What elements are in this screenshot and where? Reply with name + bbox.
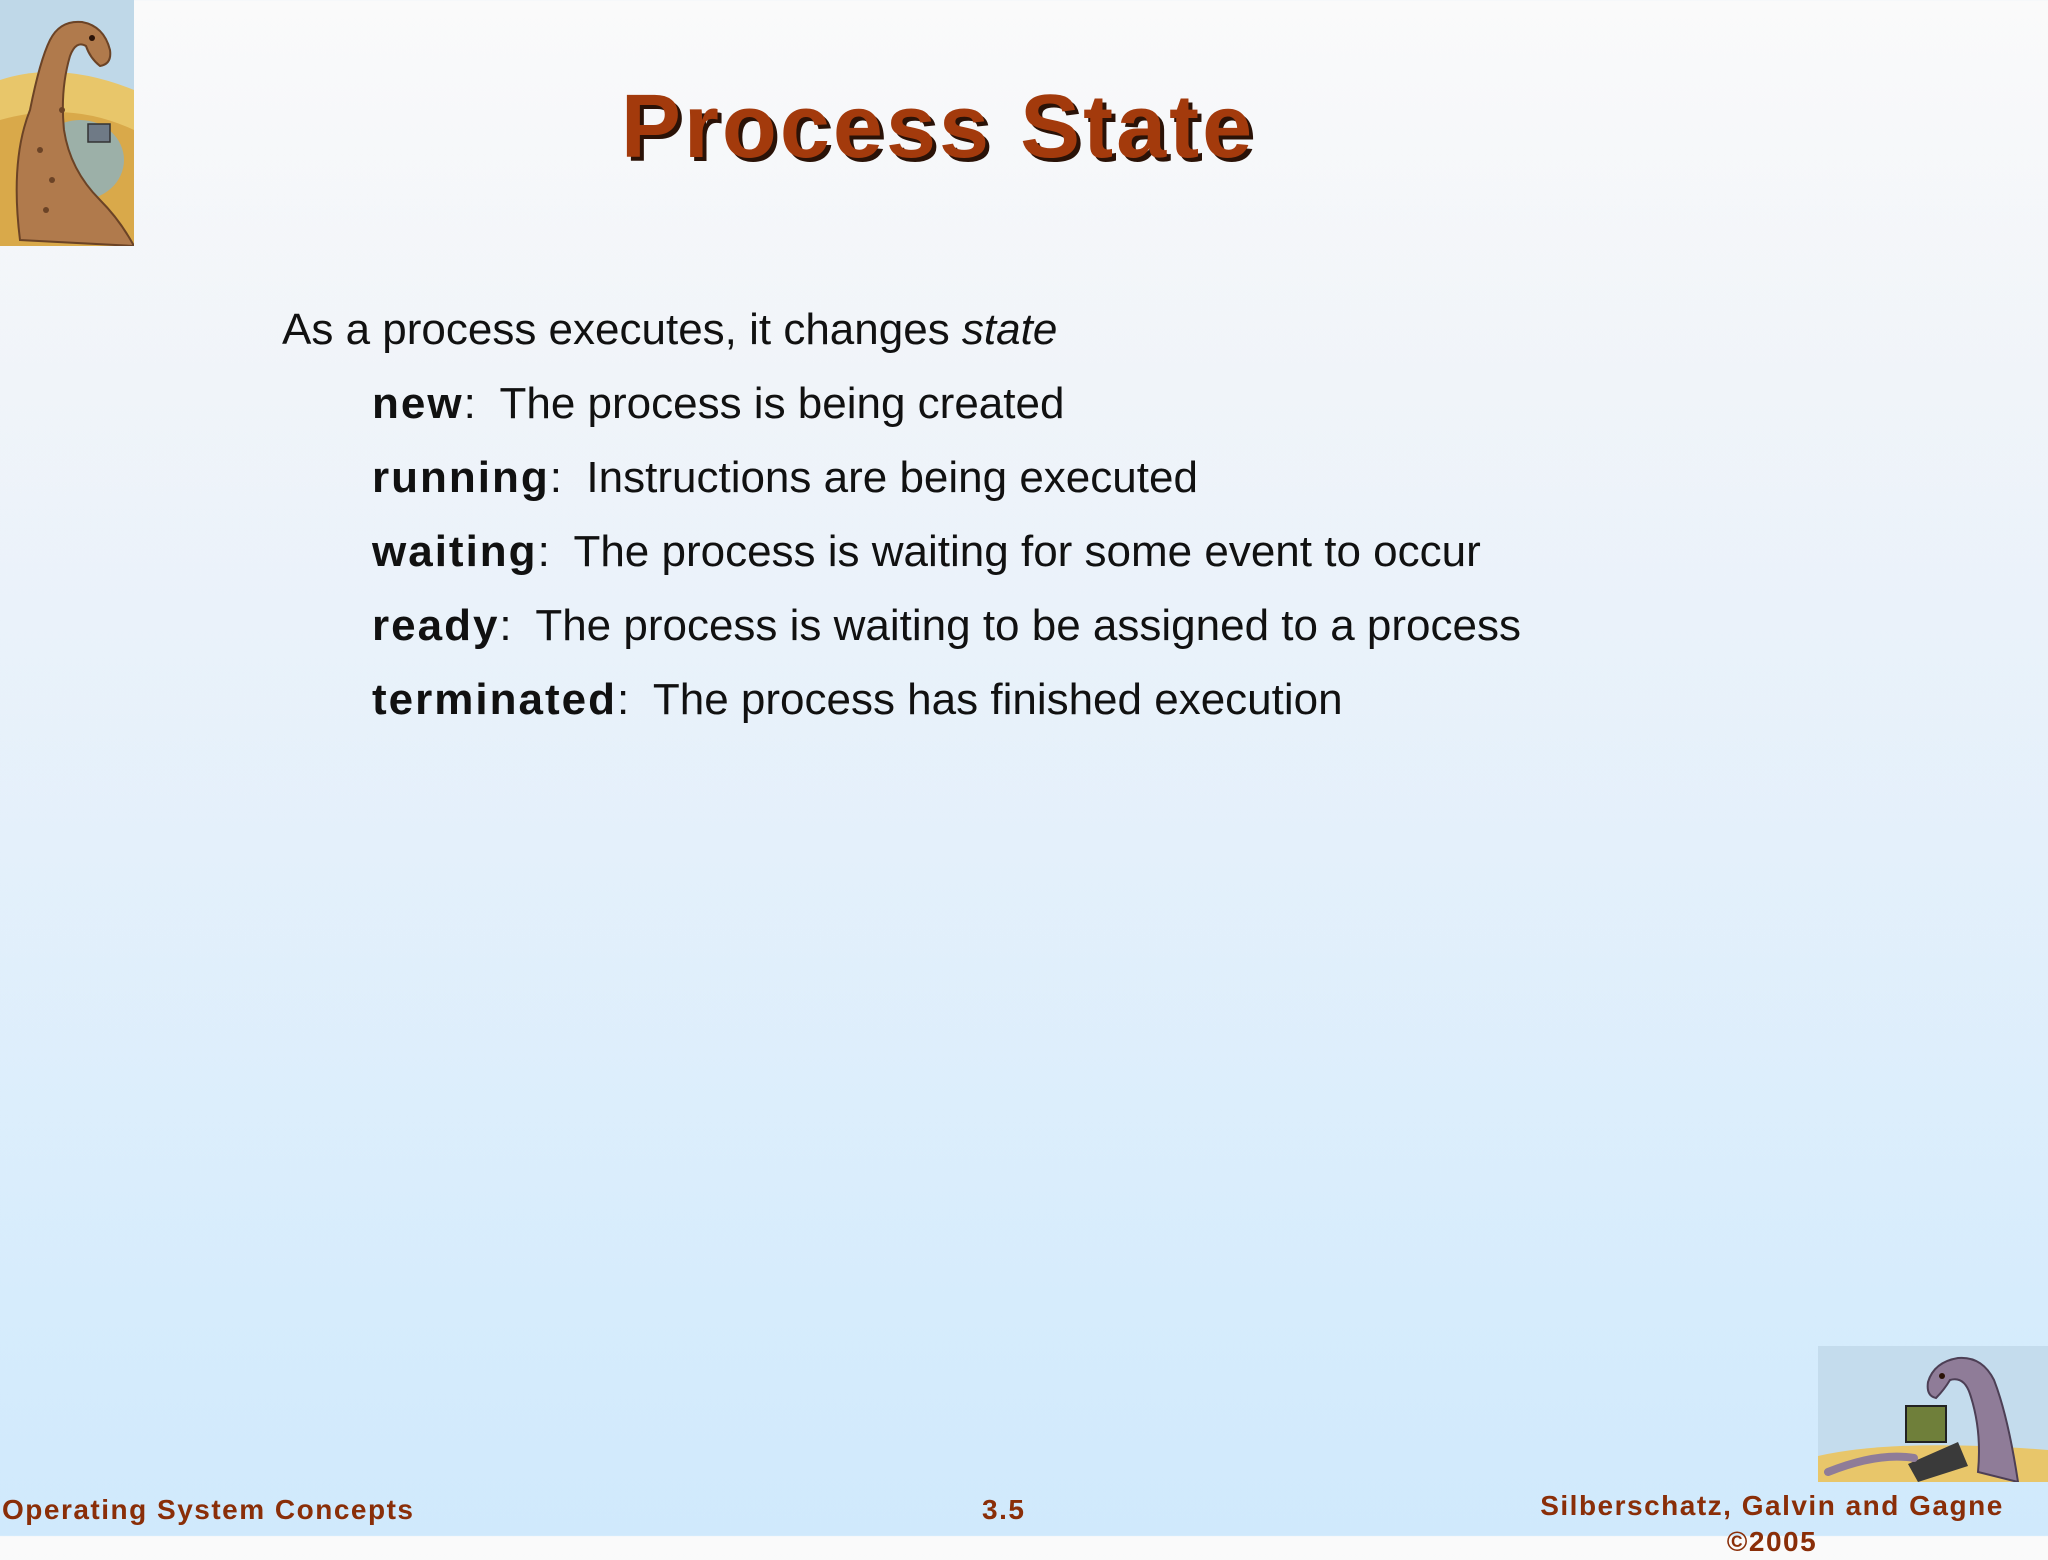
process-state-list — [282, 374, 1782, 730]
footer-book-title: Operating System Concepts — [2, 1494, 415, 1525]
state-separator: : — [549, 453, 587, 502]
state-item-running — [372, 448, 1782, 508]
state-item-terminated — [372, 670, 1782, 730]
state-description: The process is being created — [499, 379, 1065, 428]
dinosaur-laptop-icon — [1818, 1346, 2048, 1482]
state-term: running — [372, 453, 550, 502]
state-term: terminated — [372, 675, 617, 724]
footer-authors-names: Silberschatz, Galvin and Gagne — [1540, 1490, 2004, 1521]
state-separator: : — [499, 601, 536, 650]
state-description: The process is waiting to be assigned to a process — [535, 601, 1521, 650]
state-separator: : — [616, 675, 653, 724]
slide-body — [282, 300, 1782, 744]
state-item-new — [372, 374, 1782, 434]
footer-authors — [1522, 1488, 2022, 1560]
state-description: Instructions are being executed — [586, 453, 1198, 502]
footer-copyright: ©2005 — [1726, 1526, 1818, 1557]
state-separator: : — [537, 527, 574, 576]
state-term: waiting — [372, 527, 538, 576]
state-term: new — [372, 379, 464, 428]
dinosaur-laptop-illustration — [1818, 1346, 2048, 1482]
state-item-waiting — [372, 522, 1782, 582]
state-description: The process has finished execution — [652, 675, 1343, 724]
slide-title: Process State — [620, 77, 1256, 177]
state-description: The process is waiting for some event to occur — [573, 527, 1481, 576]
lead-emphasis: state — [961, 305, 1058, 354]
lead-sentence — [282, 300, 1782, 360]
state-separator: : — [463, 379, 500, 428]
state-item-ready — [372, 596, 1782, 656]
state-term: ready — [372, 601, 500, 650]
lead-text: As a process executes, it changes — [282, 305, 962, 354]
footer-page-number: 3.5 — [982, 1494, 1026, 1525]
